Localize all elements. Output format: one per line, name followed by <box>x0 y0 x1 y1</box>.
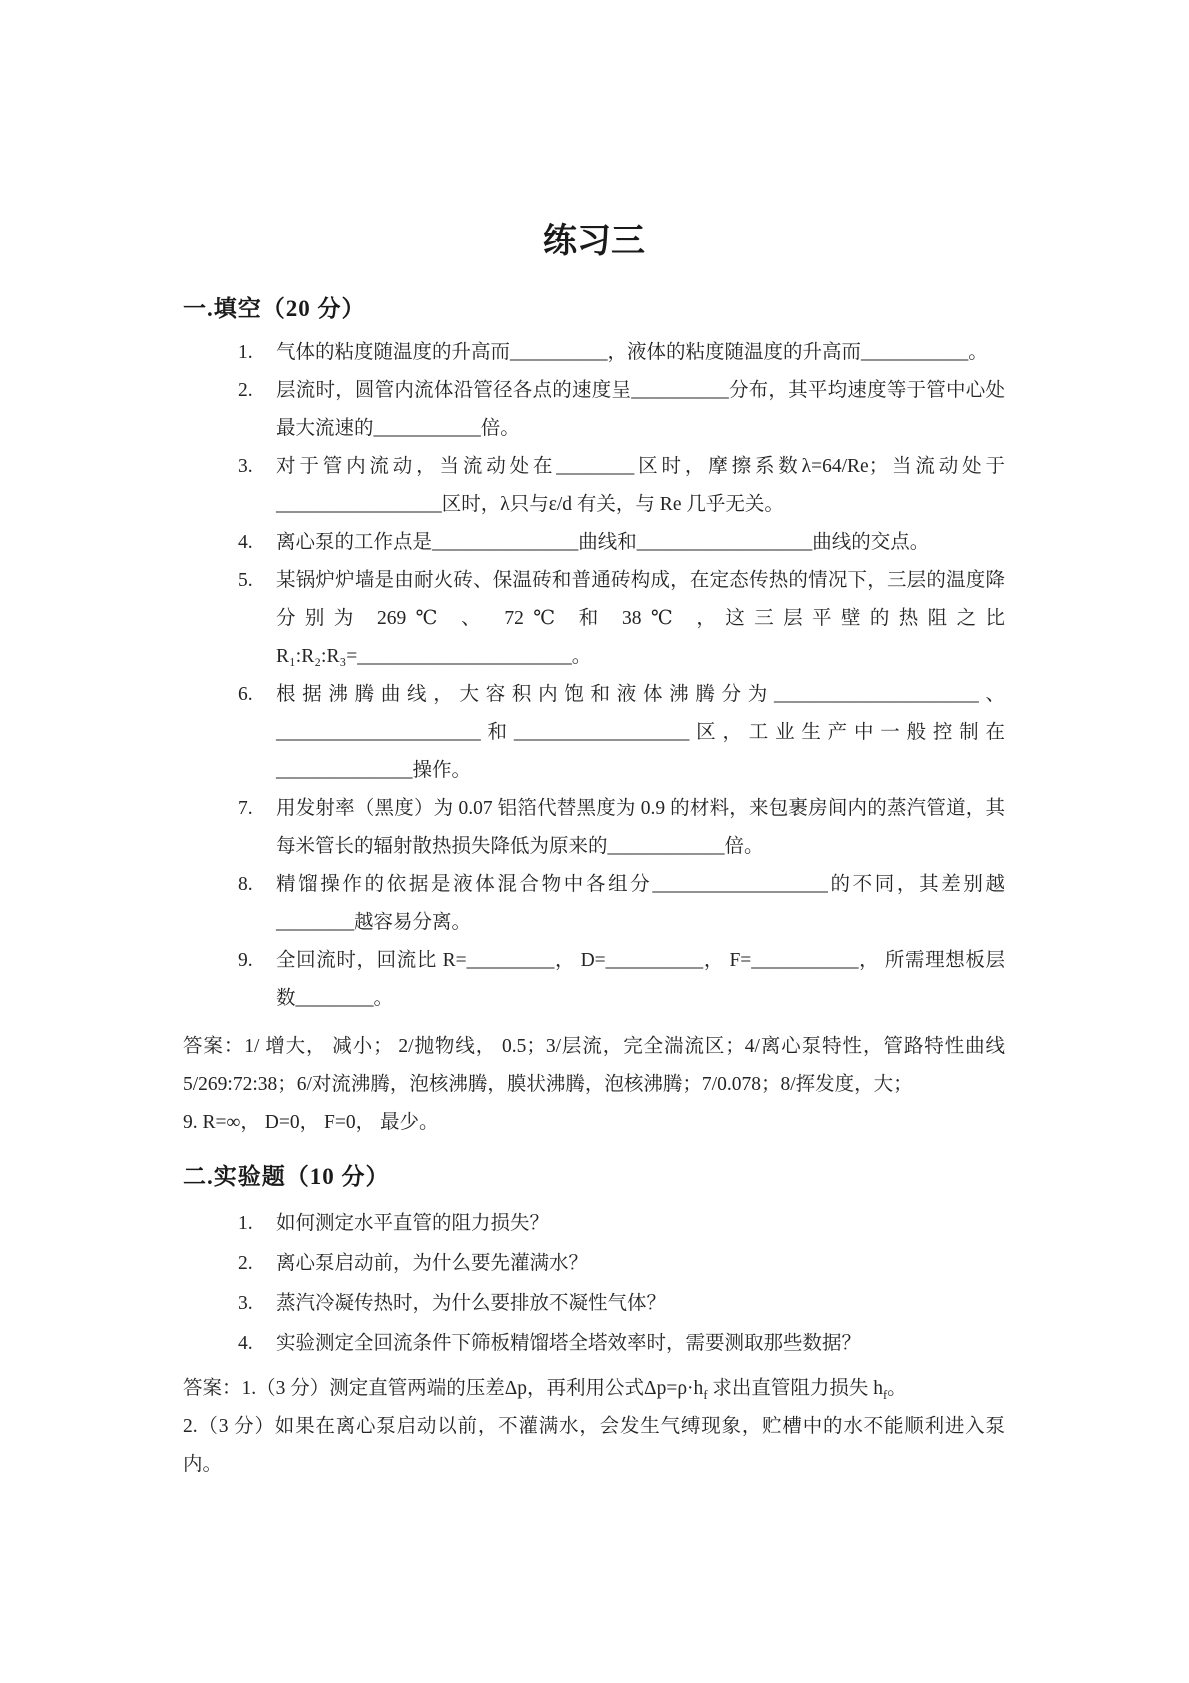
question-number: 5. <box>238 570 253 591</box>
question-item-7 <box>183 790 1005 866</box>
question-text: 实验测定全回流条件下筛板精馏塔全塔效率时，需要测取那些数据？ <box>276 1333 862 1354</box>
question-text: 根据沸腾曲线，大容积内饱和液体沸腾分为_____________________、_____________________和__________________区，工业生产中一般控制在______________操作。 <box>276 684 1005 781</box>
question-number: 7. <box>238 798 253 819</box>
experiment-question-1 <box>183 1204 1005 1244</box>
question-number: 9. <box>238 950 253 971</box>
question-item-4 <box>183 524 1005 562</box>
section-1-question-list <box>183 334 1005 1018</box>
question-number: 8. <box>238 874 253 895</box>
section-2-answer-line-1 <box>183 1370 1005 1408</box>
question-number: 3. <box>238 456 253 477</box>
question-item-2 <box>183 372 1005 448</box>
question-text: 精馏操作的依据是液体混合物中各组分__________________的不同，其差别越________越容易分离。 <box>276 874 1005 933</box>
question-number: 3. <box>238 1293 253 1314</box>
question-item-5 <box>183 562 1005 676</box>
question-item-3 <box>183 448 1005 524</box>
question-item-1 <box>183 334 1005 372</box>
page-title: 练习三 <box>543 223 645 260</box>
question-text: 对于管内流动，当流动处在________区时，摩擦系数λ=64/Re；当流动处于_________________区时，λ只与ε/d 有关，与 Re 几乎无关。 <box>276 456 1005 515</box>
question-item-9 <box>183 942 1005 1018</box>
answer-formula-post: 。 <box>887 1378 907 1399</box>
section-2-answers <box>183 1370 1005 1484</box>
question-text: 某锅炉炉墙是由耐火砖、保温砖和普通砖构成，在定态传热的情况下，三层的温度降分别为 269℃ 、 72℃ 和 38℃ ，这三层平壁的热阻之比 R₁:R₂:R₃=______________________。 <box>276 570 1005 667</box>
section-1-answers-line-1: 答案：1/ 增大， 减小； 2/抛物线， 0.5；3/层流，完全湍流区；4/离心泵特性，管路特性曲线 5/269:72:38；6/对流沸腾，泡核沸腾，膜状沸腾，泡核沸腾；7/0.078；8/挥发度，大； <box>183 1036 1005 1095</box>
question-text: 用发射率（黑度）为 0.07 铝箔代替黑度为 0.9 的材料，来包裹房间内的蒸汽管道，其每米管长的辐射散热损失降低为原来的____________倍。 <box>276 798 1005 857</box>
question-text: 蒸汽冷凝传热时，为什么要排放不凝性气体？ <box>276 1293 667 1314</box>
experiment-question-2 <box>183 1244 1005 1284</box>
question-text: 层流时，圆管内流体沿管径各点的速度呈__________分布，其平均速度等于管中心处最大流速的___________倍。 <box>276 380 1005 439</box>
question-text: 离心泵的工作点是_______________曲线和__________________曲线的交点。 <box>276 532 930 553</box>
answer-formula-mid: 求出直管阻力损失 h <box>707 1378 883 1399</box>
section-1-answers-line-2: 9. R=∞， D=0， F=0， 最少。 <box>183 1112 439 1133</box>
question-number: 1. <box>238 342 253 363</box>
section-1-heading: 一.填空（20 分） <box>183 296 366 321</box>
answer-formula-pre: 答案：1.（3 分）测定直管两端的压差Δp，再利用公式Δp=ρ·h <box>183 1378 704 1399</box>
question-text: 全回流时，回流比 R=_________， D=__________， F=___________， 所需理想板层数________。 <box>276 950 1005 1009</box>
question-text: 如何测定水平直管的阻力损失？ <box>276 1213 550 1234</box>
question-text: 离心泵启动前，为什么要先灌满水？ <box>276 1253 589 1274</box>
question-number: 2. <box>238 1253 253 1274</box>
experiment-question-4 <box>183 1324 1005 1364</box>
question-number: 4. <box>238 532 253 553</box>
question-text: 气体的粘度随温度的升高而__________，液体的粘度随温度的升高而___________。 <box>276 342 988 363</box>
section-2-question-list <box>183 1204 1005 1364</box>
question-item-6 <box>183 676 1005 790</box>
section-2-heading: 二.实验题（10 分） <box>183 1164 390 1189</box>
experiment-question-3 <box>183 1284 1005 1324</box>
question-number: 2. <box>238 380 253 401</box>
question-number: 6. <box>238 684 253 705</box>
question-item-8 <box>183 866 1005 942</box>
subscript-f: f <box>703 1387 708 1402</box>
question-number: 1. <box>238 1213 253 1234</box>
section-2-answer-line-2: 2.（3 分）如果在离心泵启动以前，不灌满水，会发生气缚现象，贮槽中的水不能顺利进入泵内。 <box>183 1416 1005 1475</box>
subscript-f: f <box>883 1387 888 1402</box>
question-number: 4. <box>238 1333 253 1354</box>
